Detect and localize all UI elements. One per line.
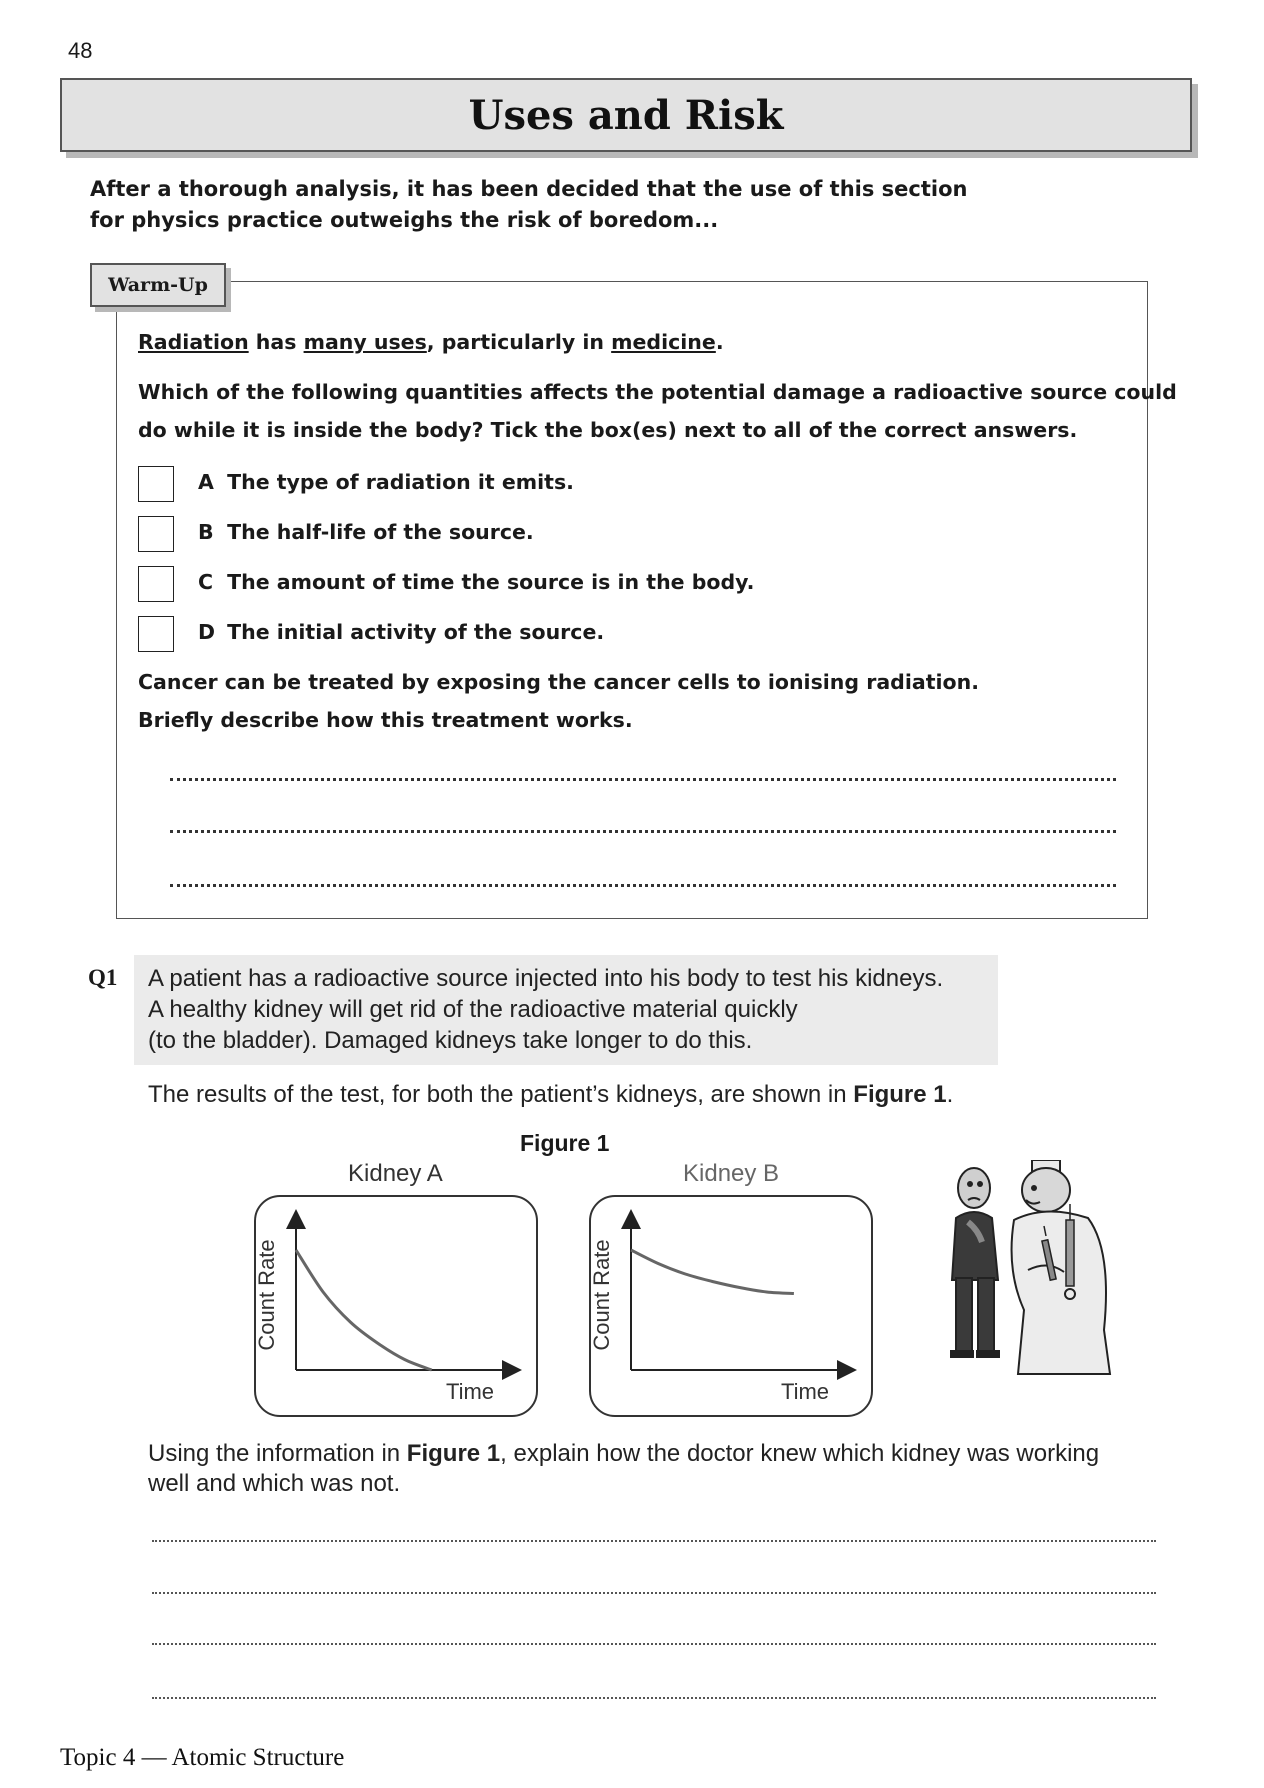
q1-context-line-1: A patient has a radioactive source injected into his body to test his kidneys. [148, 965, 944, 992]
warm-up-answer-line[interactable] [170, 778, 1116, 781]
q1-explain-line-1 [148, 1438, 1099, 1469]
doctor-figure [1012, 1160, 1110, 1374]
kidney-b-chart [589, 1195, 873, 1417]
q1-results-text [148, 1079, 953, 1110]
option-a-text: The type of radiation it emits. [227, 470, 574, 494]
footer-topic: Topic 4 — Atomic Structure [60, 1744, 345, 1771]
warm-up-statement [138, 330, 724, 354]
q1-results-figure-ref: Figure 1 [853, 1081, 947, 1108]
option-d [198, 620, 604, 644]
q1-label: Q1 [88, 965, 118, 990]
warm-up-box [116, 281, 1148, 919]
option-b-text: The half-life of the source. [227, 520, 534, 544]
intro-line-2: for physics practice outweighs the risk of boredom... [90, 208, 719, 232]
option-b-letter: B [198, 520, 214, 544]
warm-up-question-line-2: do while it is inside the body? Tick the box(es) next to all of the correct answers. [138, 418, 1078, 442]
q1-explain-line-2: well and which was not. [148, 1470, 401, 1497]
tickbox-c[interactable] [138, 566, 174, 602]
q1-answer-line[interactable] [152, 1592, 1156, 1594]
kidney-a-chart [254, 1195, 538, 1417]
patient-figure [950, 1168, 1000, 1358]
q1-context-line-3: (to the bladder). Damaged kidneys take longer to do this. [148, 1027, 753, 1054]
q1-explain-pre: Using the information in [148, 1440, 407, 1467]
q1-explain-figure-ref: Figure 1 [406, 1440, 501, 1467]
q1-explain-post: , explain how the doctor knew which kidney was working [500, 1440, 1100, 1467]
page-number: 48 [68, 38, 93, 63]
q1-answer-line[interactable] [152, 1643, 1156, 1645]
statement-text-3: . [715, 330, 724, 354]
q1-answer-line[interactable] [152, 1540, 1156, 1542]
doctor-patient-illustration [928, 1160, 1154, 1380]
tickbox-b[interactable] [138, 516, 174, 552]
kidney-a-x-label: Time [445, 1379, 495, 1404]
q1-context [148, 963, 943, 1056]
warm-up-tab: Warm-Up [90, 263, 226, 307]
option-d-text: The initial activity of the source. [227, 620, 605, 644]
statement-text-2: , particularly in [426, 330, 612, 354]
option-d-letter: D [198, 620, 216, 644]
title-banner [60, 78, 1192, 152]
kidney-a-y-label: Count Rate [254, 1239, 279, 1351]
option-b [198, 520, 534, 544]
q1-context-line-2: A healthy kidney will get rid of the radioactive material quickly [148, 996, 798, 1023]
kidney-b-title: Kidney B [683, 1160, 780, 1187]
kidney-a-title: Kidney A [348, 1160, 443, 1187]
kidney-a-series-line [296, 1250, 432, 1370]
statement-radiation: Radiation [138, 330, 249, 354]
warm-up-question-line-1: Which of the following quantities affects the potential damage a radioactive source could [138, 380, 1177, 404]
kidney-b-x-label: Time [780, 1379, 830, 1404]
cancer-line-1: Cancer can be treated by exposing the cancer cells to ionising radiation. [138, 670, 979, 694]
option-a-letter: A [198, 470, 214, 494]
q1-answer-line[interactable] [152, 1697, 1156, 1699]
figure-title: Figure 1 [520, 1130, 610, 1156]
option-c [198, 570, 754, 594]
tickbox-d[interactable] [138, 616, 174, 652]
q1-results-post: . [946, 1081, 954, 1108]
intro-line-1: After a thorough analysis, it has been decided that the use of this section [90, 177, 968, 201]
tickbox-a[interactable] [138, 466, 174, 502]
warm-up-answer-line[interactable] [170, 884, 1116, 887]
statement-many-uses: many uses [303, 330, 427, 354]
option-c-text: The amount of time the source is in the body. [227, 570, 755, 594]
cancer-line-2: Briefly describe how this treatment works. [138, 708, 633, 732]
intro-text [90, 174, 990, 236]
option-c-letter: C [198, 570, 214, 594]
option-a [198, 470, 574, 494]
warm-up-answer-line[interactable] [170, 830, 1116, 833]
page-title: Uses and Risk [468, 91, 784, 139]
q1-results-pre: The results of the test, for both the patient’s kidneys, are shown in [148, 1081, 854, 1108]
statement-text-1: has [248, 330, 304, 354]
kidney-b-series-line [631, 1250, 794, 1294]
kidney-b-y-label: Count Rate [589, 1239, 614, 1351]
statement-medicine: medicine [611, 330, 716, 354]
